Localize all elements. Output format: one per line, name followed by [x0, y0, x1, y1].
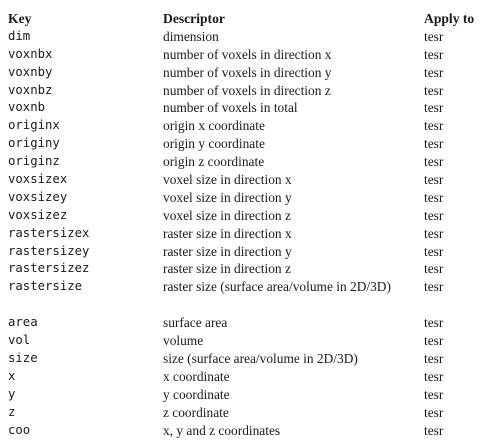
table-row [8, 117, 498, 135]
row-apply-to: tesr [424, 154, 444, 170]
row-descriptor: raster size in direction y [163, 243, 292, 259]
row-key: dim [8, 28, 31, 43]
row-apply-to: tesr [424, 350, 444, 366]
row-key: originx [8, 118, 60, 133]
row-descriptor: number of voxels in direction x [163, 46, 332, 62]
table-row [8, 278, 498, 314]
table-row [8, 225, 498, 243]
row-apply-to: tesr [424, 243, 444, 259]
row-descriptor: dimension [163, 28, 219, 44]
row-key: voxnbx [8, 46, 53, 61]
row-descriptor: y coordinate [163, 386, 230, 402]
row-key: rastersizex [8, 225, 90, 240]
table-row [8, 260, 498, 278]
row-descriptor: size (surface area/volume in 2D/3D) [163, 350, 358, 366]
row-descriptor: origin y coordinate [163, 136, 265, 152]
row-key: voxsizez [8, 207, 68, 222]
row-descriptor: origin z coordinate [163, 154, 265, 170]
row-descriptor: volume [163, 333, 204, 349]
row-descriptor: x coordinate [163, 368, 230, 384]
row-key: y [8, 386, 16, 401]
row-key: rastersizez [8, 261, 90, 276]
table-row [8, 350, 498, 368]
row-apply-to: tesr [424, 333, 444, 349]
row-apply-to: tesr [424, 368, 444, 384]
header-key: Key [8, 11, 32, 26]
table-row [8, 153, 498, 171]
row-apply-to: tesr [424, 100, 444, 116]
header-descriptor: Descriptor [163, 11, 225, 26]
row-descriptor: raster size in direction z [163, 261, 291, 277]
row-key: voxsizey [8, 189, 68, 204]
table-row [8, 99, 498, 117]
row-key: voxnbz [8, 82, 53, 97]
row-descriptor: surface area [163, 315, 228, 331]
row-apply-to: tesr [424, 64, 444, 80]
row-descriptor: voxel size in direction x [163, 172, 292, 188]
descriptor-table [8, 10, 498, 439]
table-row [8, 422, 498, 440]
table-row [8, 404, 498, 422]
table-row [8, 189, 498, 207]
row-apply-to: tesr [424, 189, 444, 205]
row-apply-to: tesr [424, 386, 444, 402]
table-row [8, 368, 498, 386]
table-row [8, 82, 498, 100]
row-descriptor: number of voxels in direction y [163, 64, 332, 80]
table-row [8, 386, 498, 404]
table-row [8, 207, 498, 225]
table-header-row [8, 10, 498, 28]
table-row [8, 243, 498, 261]
row-apply-to: tesr [424, 28, 444, 44]
row-apply-to: tesr [424, 172, 444, 188]
row-key: vol [8, 333, 31, 348]
row-key: area [8, 315, 38, 330]
row-descriptor: raster size in direction x [163, 225, 292, 241]
row-key: originz [8, 154, 60, 169]
row-descriptor: number of voxels in total [163, 100, 298, 116]
table-row [8, 314, 498, 332]
row-key: x [8, 368, 16, 383]
table-row [8, 332, 498, 350]
row-descriptor: x, y and z coordinates [163, 422, 281, 438]
row-key: coo [8, 422, 31, 437]
row-descriptor: z coordinate [163, 404, 229, 420]
row-descriptor: origin x coordinate [163, 118, 265, 134]
row-apply-to: tesr [424, 422, 444, 438]
row-key: rastersizey [8, 243, 90, 258]
row-apply-to: tesr [424, 207, 444, 223]
table-row [8, 64, 498, 82]
table-row [8, 171, 498, 189]
row-descriptor: voxel size in direction z [163, 207, 291, 223]
row-apply-to: tesr [424, 82, 444, 98]
row-key: rastersize [8, 279, 83, 294]
row-apply-to: tesr [424, 261, 444, 277]
row-apply-to: tesr [424, 136, 444, 152]
row-apply-to: tesr [424, 118, 444, 134]
row-key: z [8, 404, 16, 419]
table-row [8, 28, 498, 46]
row-apply-to: tesr [424, 404, 444, 420]
row-descriptor: number of voxels in direction z [163, 82, 331, 98]
row-apply-to: tesr [424, 279, 444, 295]
row-descriptor: voxel size in direction y [163, 189, 292, 205]
row-apply-to: tesr [424, 225, 444, 241]
table-row [8, 46, 498, 64]
row-key: originy [8, 136, 60, 151]
row-key: voxnby [8, 64, 53, 79]
row-key: size [8, 350, 38, 365]
row-apply-to: tesr [424, 315, 444, 331]
row-key: voxsizex [8, 172, 68, 187]
row-apply-to: tesr [424, 46, 444, 62]
row-descriptor: raster size (surface area/volume in 2D/3D) [163, 279, 391, 295]
table-row [8, 135, 498, 153]
header-apply-to: Apply to [424, 11, 475, 26]
row-key: voxnb [8, 100, 46, 115]
